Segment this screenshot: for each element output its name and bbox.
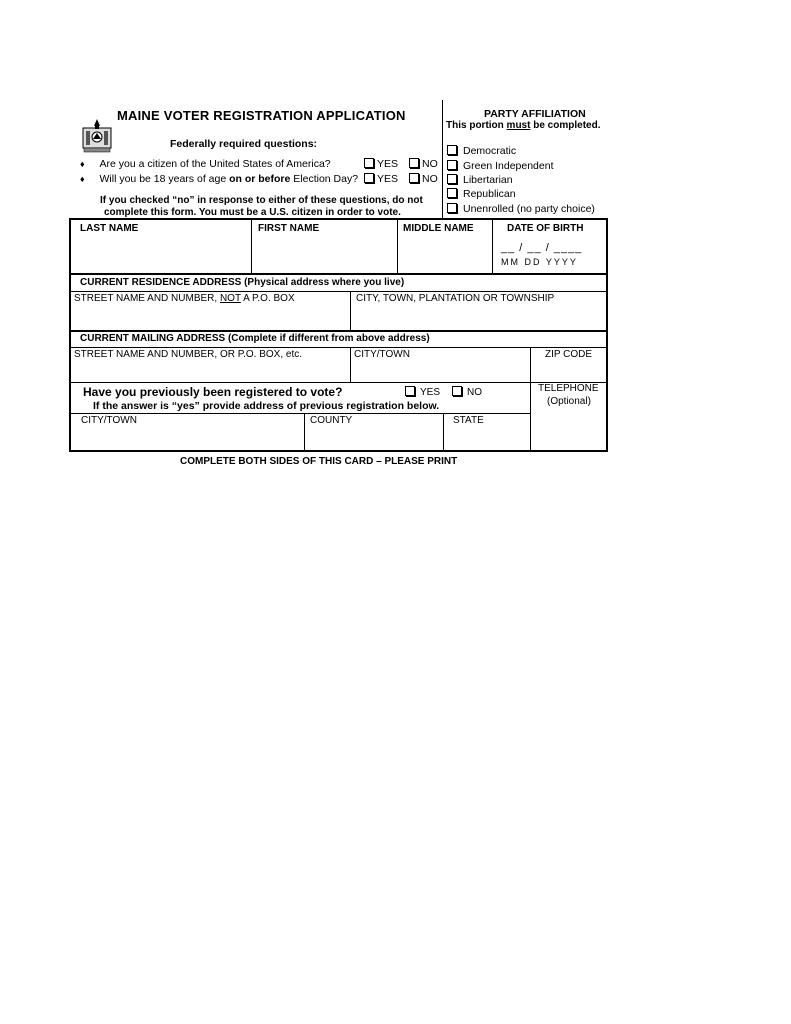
previous-state-field[interactable]: STATE — [453, 415, 484, 426]
first-name-field[interactable]: FIRST NAME — [258, 223, 320, 234]
party-option-green-independent[interactable]: Green Independent — [447, 160, 554, 172]
date-of-birth-label: DATE OF BIRTH — [507, 223, 584, 234]
checkbox-icon[interactable] — [447, 188, 457, 198]
telephone-optional-label: (Optional) — [547, 396, 591, 407]
checkbox-icon[interactable] — [447, 203, 457, 213]
no-label: NO — [422, 173, 438, 185]
residence-city-field[interactable]: CITY, TOWN, PLANTATION OR TOWNSHIP — [356, 293, 555, 304]
previous-no-option[interactable]: NO — [452, 386, 482, 398]
question-citizen-text: Are you a citizen of the United States of America? — [99, 158, 331, 170]
checkbox-icon[interactable] — [405, 386, 415, 396]
divider — [71, 273, 606, 275]
no-label: NO — [422, 158, 438, 170]
mailing-city-field[interactable]: CITY/TOWN — [354, 349, 410, 360]
zip-code-field[interactable]: ZIP CODE — [545, 349, 593, 360]
form-title: MAINE VOTER REGISTRATION APPLICATION — [117, 108, 406, 123]
party-affiliation-title: PARTY AFFILIATION — [484, 108, 586, 120]
checkbox-icon[interactable] — [447, 160, 457, 170]
party-option-unenrolled[interactable]: Unenrolled (no party choice) — [447, 203, 595, 215]
bullet-icon: ♦ — [80, 159, 85, 169]
eligibility-warning: If you checked “no” in response to either of these questions, do not complete this form. You must be a U.S. citizen in order to vote. — [100, 195, 423, 218]
registration-form — [69, 218, 608, 452]
middle-name-field[interactable]: MIDDLE NAME — [403, 223, 474, 234]
footer-instruction: COMPLETE BOTH SIDES OF THIS CARD – PLEASE PRINT — [180, 456, 458, 467]
party-affiliation-instruction: This portion must be completed. — [446, 120, 601, 131]
residence-street-field[interactable]: STREET NAME AND NUMBER, NOT A P.O. BOX — [74, 293, 295, 304]
citizen-yes-option[interactable] — [364, 158, 398, 170]
date-of-birth-field[interactable]: __ / __ / ____ — [501, 242, 583, 254]
party-option-democratic[interactable]: Democratic — [447, 145, 516, 157]
divider — [71, 347, 606, 348]
divider — [251, 220, 252, 273]
divider — [71, 382, 606, 383]
question-age — [80, 173, 358, 185]
question-citizen — [80, 158, 331, 170]
header-divider — [442, 100, 443, 218]
state-seal-icon — [82, 118, 112, 154]
checkbox-icon[interactable] — [409, 173, 419, 183]
previous-registration-question: Have you previously been registered to vote? — [83, 385, 343, 399]
checkbox-icon[interactable] — [447, 145, 457, 155]
bullet-icon: ♦ — [80, 174, 85, 184]
previous-yes-option[interactable]: YES — [405, 386, 440, 398]
divider — [71, 413, 530, 414]
divider — [397, 220, 398, 273]
mailing-street-field[interactable]: STREET NAME AND NUMBER, OR P.O. BOX, etc. — [74, 349, 303, 360]
checkbox-icon[interactable] — [447, 174, 457, 184]
age-yes-option[interactable] — [364, 173, 398, 185]
citizen-no-option[interactable] — [409, 158, 438, 170]
divider — [350, 347, 351, 382]
yes-label: YES — [377, 173, 399, 185]
federal-questions-heading: Federally required questions: — [170, 138, 318, 150]
party-option-libertarian[interactable]: Libertarian — [447, 174, 513, 186]
divider — [71, 330, 606, 332]
last-name-field[interactable]: LAST NAME — [80, 223, 139, 234]
yes-label: YES — [377, 158, 399, 170]
age-no-option[interactable] — [409, 173, 438, 185]
divider — [443, 413, 444, 452]
residence-address-heading: CURRENT RESIDENCE ADDRESS (Physical address where you live) — [80, 277, 405, 288]
divider — [304, 413, 305, 452]
divider — [71, 291, 606, 292]
divider — [350, 291, 351, 330]
previous-registration-instructions: If the answer is “yes” provide address of previous registration below. — [93, 400, 440, 412]
divider — [530, 347, 531, 452]
previous-city-field[interactable]: CITY/TOWN — [81, 415, 137, 426]
checkbox-icon[interactable] — [364, 173, 374, 183]
checkbox-icon[interactable] — [452, 386, 462, 396]
telephone-field[interactable]: TELEPHONE — [538, 383, 599, 394]
date-of-birth-format: MM DD YYYY — [501, 257, 578, 267]
mailing-address-heading: CURRENT MAILING ADDRESS (Complete if different from above address) — [80, 333, 430, 344]
question-age-text: Will you be 18 years of age on or before Election Day? — [99, 173, 359, 185]
party-option-republican[interactable]: Republican — [447, 188, 516, 200]
divider — [492, 220, 493, 273]
checkbox-icon[interactable] — [409, 158, 419, 168]
previous-county-field[interactable]: COUNTY — [310, 415, 353, 426]
checkbox-icon[interactable] — [364, 158, 374, 168]
